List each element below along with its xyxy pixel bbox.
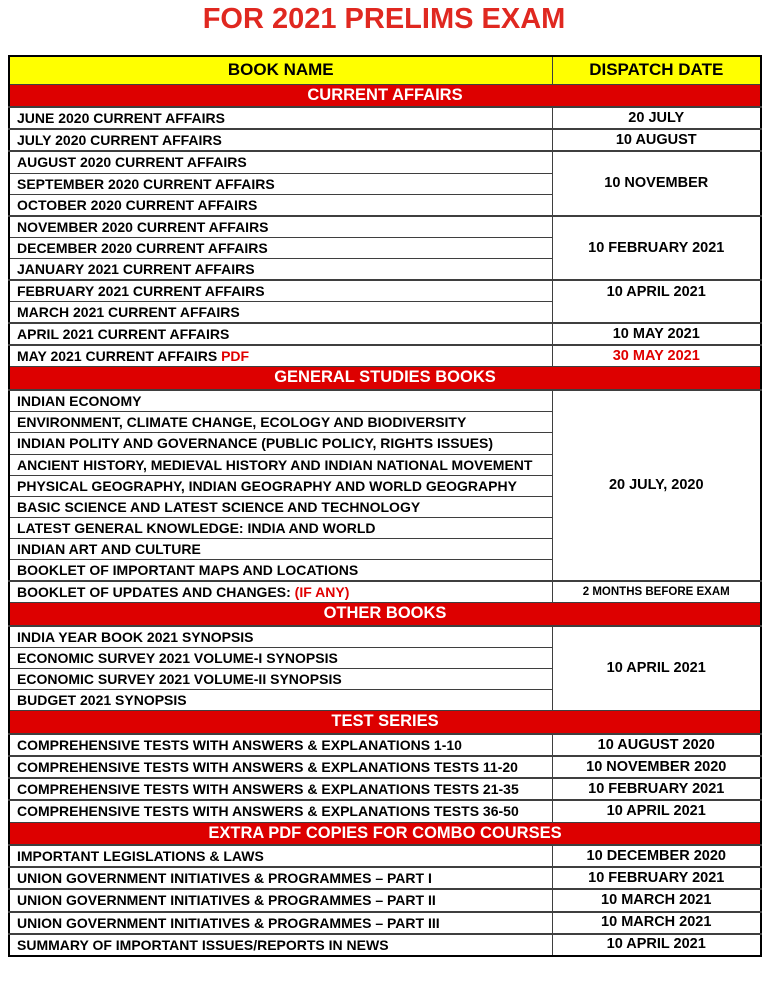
table-row [9, 280, 761, 302]
section-header-test-series: TEST SERIES [9, 711, 761, 734]
section-band-row [9, 603, 761, 626]
book-name-cell: JUNE 2020 CURRENT AFFAIRS [9, 107, 552, 129]
book-name-cell: JANUARY 2021 CURRENT AFFAIRS [9, 258, 552, 280]
book-name-column-header: BOOK NAME [9, 56, 552, 84]
dispatch-date-cell: 20 JULY [552, 107, 761, 129]
book-name-cell: NOVEMBER 2020 CURRENT AFFAIRS [9, 216, 552, 238]
table-row [9, 390, 761, 412]
table-row [9, 345, 761, 367]
book-name-cell: COMPREHENSIVE TESTS WITH ANSWERS & EXPLANATIONS 1-10 [9, 734, 552, 756]
book-name-cell: APRIL 2021 CURRENT AFFAIRS [9, 323, 552, 345]
book-name-cell: SUMMARY OF IMPORTANT ISSUES/REPORTS IN NEWS [9, 934, 552, 956]
dispatch-date-cell: 10 AUGUST 2020 [552, 734, 761, 756]
table-row [9, 323, 761, 345]
dispatch-date-cell: 30 MAY 2021 [552, 345, 761, 367]
dispatch-date-column-header: DISPATCH DATE [552, 56, 761, 84]
table-header [9, 56, 761, 84]
book-name-cell [9, 581, 552, 603]
dispatch-date-cell: 20 JULY, 2020 [552, 390, 761, 581]
book-name-cell: PHYSICAL GEOGRAPHY, INDIAN GEOGRAPHY AND WORLD GEOGRAPHY [9, 475, 552, 496]
book-name-cell: BASIC SCIENCE AND LATEST SCIENCE AND TECHNOLOGY [9, 496, 552, 517]
book-name-cell: UNION GOVERNMENT INITIATIVES & PROGRAMMES – PART III [9, 912, 552, 934]
book-name-cell: COMPREHENSIVE TESTS WITH ANSWERS & EXPLANATIONS TESTS 11-20 [9, 756, 552, 778]
table-row [9, 581, 761, 603]
dispatch-date-cell: 10 APRIL 2021 [552, 800, 761, 822]
section-header-other-books: OTHER BOOKS [9, 603, 761, 626]
book-name-cell: BOOKLET OF IMPORTANT MAPS AND LOCATIONS [9, 559, 552, 581]
table-row [9, 626, 761, 648]
book-name-cell: IMPORTANT LEGISLATIONS & LAWS [9, 845, 552, 867]
table-row [9, 778, 761, 800]
dispatch-date-cell: 10 APRIL 2021 [552, 280, 761, 323]
table-row [9, 889, 761, 911]
dispatch-date-cell: 10 APRIL 2021 [552, 934, 761, 956]
book-name-cell: ENVIRONMENT, CLIMATE CHANGE, ECOLOGY AND BIODIVERSITY [9, 412, 552, 433]
dispatch-date-cell: 10 FEBRUARY 2021 [552, 867, 761, 889]
column-header-row [9, 56, 761, 84]
book-name-cell: FEBRUARY 2021 CURRENT AFFAIRS [9, 280, 552, 302]
dispatch-date-cell: 10 NOVEMBER [552, 151, 761, 215]
dispatch-date-cell: 10 AUGUST [552, 129, 761, 151]
table-row [9, 867, 761, 889]
book-name-cell: OCTOBER 2020 CURRENT AFFAIRS [9, 194, 552, 216]
section-band-row [9, 84, 761, 107]
book-name-text: MAY 2021 CURRENT AFFAIRS [17, 348, 222, 365]
table-row [9, 800, 761, 822]
book-name-cell: ECONOMIC SURVEY 2021 VOLUME-II SYNOPSIS [9, 669, 552, 690]
book-name-cell: UNION GOVERNMENT INITIATIVES & PROGRAMMES – PART II [9, 889, 552, 911]
table-body [9, 84, 761, 956]
section-band-row [9, 367, 761, 390]
book-name-red-highlight: PDF [221, 348, 250, 365]
book-name-cell: ANCIENT HISTORY, MEDIEVAL HISTORY AND INDIAN NATIONAL MOVEMENT [9, 454, 552, 475]
book-name-cell [9, 345, 552, 367]
book-name-cell: DECEMBER 2020 CURRENT AFFAIRS [9, 237, 552, 258]
book-name-cell: INDIAN ECONOMY [9, 390, 552, 412]
book-name-cell: INDIAN ART AND CULTURE [9, 538, 552, 559]
table-row [9, 734, 761, 756]
dispatch-date-cell: 10 MARCH 2021 [552, 912, 761, 934]
table-row [9, 912, 761, 934]
dispatch-date-cell: 10 MARCH 2021 [552, 889, 761, 911]
table-row [9, 216, 761, 238]
book-name-cell: COMPREHENSIVE TESTS WITH ANSWERS & EXPLANATIONS TESTS 21-35 [9, 778, 552, 800]
book-name-cell: BUDGET 2021 SYNOPSIS [9, 690, 552, 711]
book-name-cell: AUGUST 2020 CURRENT AFFAIRS [9, 151, 552, 173]
section-band-row [9, 822, 761, 845]
book-name-red-highlight: (IF ANY) [294, 584, 350, 601]
book-name-cell: MARCH 2021 CURRENT AFFAIRS [9, 302, 552, 324]
section-header-general-studies-books: GENERAL STUDIES BOOKS [9, 367, 761, 390]
table-row [9, 107, 761, 129]
book-name-text: BOOKLET OF UPDATES AND CHANGES: [17, 584, 295, 601]
book-name-cell: INDIA YEAR BOOK 2021 SYNOPSIS [9, 626, 552, 648]
table-row [9, 934, 761, 956]
book-name-cell: COMPREHENSIVE TESTS WITH ANSWERS & EXPLANATIONS TESTS 36-50 [9, 800, 552, 822]
book-name-cell: SEPTEMBER 2020 CURRENT AFFAIRS [9, 173, 552, 194]
page-title: FOR 2021 PRELIMS EXAM [202, 3, 566, 35]
book-name-cell: UNION GOVERNMENT INITIATIVES & PROGRAMMES – PART I [9, 867, 552, 889]
dispatch-date-cell: 10 MAY 2021 [552, 323, 761, 345]
table-row [9, 129, 761, 151]
dispatch-date-cell: 10 FEBRUARY 2021 [552, 778, 761, 800]
dispatch-date-cell: 10 NOVEMBER 2020 [552, 756, 761, 778]
book-name-cell: JULY 2020 CURRENT AFFAIRS [9, 129, 552, 151]
dispatch-schedule-table [8, 55, 762, 957]
table-row [9, 845, 761, 867]
book-name-cell: INDIAN POLITY AND GOVERNANCE (PUBLIC POLICY, RIGHTS ISSUES) [9, 433, 552, 454]
dispatch-date-cell: 2 MONTHS BEFORE EXAM [552, 581, 761, 603]
section-header-current-affairs: CURRENT AFFAIRS [9, 84, 761, 107]
book-name-cell: LATEST GENERAL KNOWLEDGE: INDIA AND WORLD [9, 517, 552, 538]
book-name-cell: ECONOMIC SURVEY 2021 VOLUME-I SYNOPSIS [9, 648, 552, 669]
dispatch-date-cell: 10 FEBRUARY 2021 [552, 216, 761, 280]
section-band-row [9, 711, 761, 734]
table-row [9, 151, 761, 173]
dispatch-date-cell: 10 APRIL 2021 [552, 626, 761, 711]
table-row [9, 756, 761, 778]
section-header-extra-pdf-copies-for-combo-courses: EXTRA PDF COPIES FOR COMBO COURSES [9, 822, 761, 845]
dispatch-date-cell: 10 DECEMBER 2020 [552, 845, 761, 867]
